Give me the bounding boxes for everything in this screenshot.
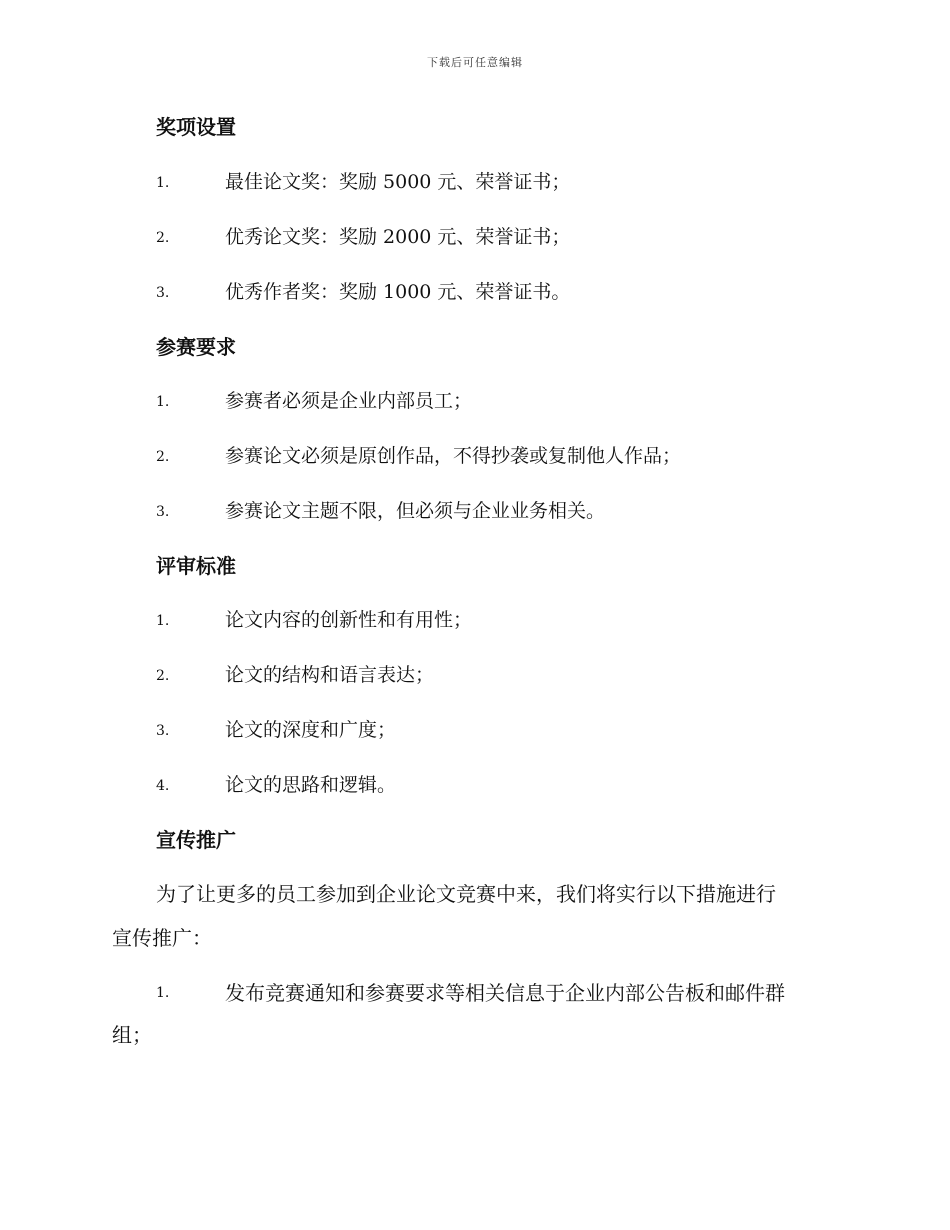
list-text: 参赛者必须是企业内部员工； bbox=[225, 390, 473, 412]
list-text: 参赛论文主题不限，但必须与企业业务相关。 bbox=[225, 500, 606, 522]
list-number: 3. bbox=[156, 504, 170, 520]
list-text: 优秀作者奖：奖励 1000 元、荣誉证书。 bbox=[225, 281, 571, 303]
list-text: 发布竞赛通知和参赛要求等相关信息于企业内部公告板和邮件群 bbox=[225, 981, 785, 1005]
section-title-requirements: 参赛要求 bbox=[156, 335, 236, 359]
list-number: 2. bbox=[156, 230, 170, 246]
list-text: 最佳论文奖：奖励 5000 元、荣誉证书； bbox=[225, 171, 571, 193]
list-number: 4. bbox=[156, 778, 170, 794]
paragraph-line: 为了让更多的员工参加到企业论文竞赛中来，我们将实行以下措施进行 bbox=[156, 882, 776, 906]
list-number: 1. bbox=[156, 175, 170, 191]
list-number: 2. bbox=[156, 668, 170, 684]
list-number: 3. bbox=[156, 285, 170, 301]
list-number: 1. bbox=[156, 613, 170, 629]
section-title-promotion: 宣传推广 bbox=[156, 828, 236, 852]
list-text: 论文内容的创新性和有用性； bbox=[225, 609, 473, 631]
list-text: 参赛论文必须是原创作品，不得抄袭或复制他人作品； bbox=[225, 445, 682, 467]
list-number: 2. bbox=[156, 449, 170, 465]
header-note: 下载后可任意编辑 bbox=[427, 56, 523, 69]
section-title-awards: 奖项设置 bbox=[156, 115, 236, 139]
list-number: 1. bbox=[156, 394, 170, 410]
list-text: 论文的深度和广度； bbox=[225, 719, 397, 741]
list-text: 论文的结构和语言表达； bbox=[225, 664, 435, 686]
list-text: 优秀论文奖：奖励 2000 元、荣誉证书； bbox=[225, 226, 571, 248]
paragraph-line: 宣传推广： bbox=[112, 926, 212, 950]
list-number: 1. bbox=[156, 985, 170, 1001]
list-text: 论文的思路和逻辑。 bbox=[225, 774, 397, 796]
section-title-criteria: 评审标准 bbox=[156, 554, 236, 578]
list-number: 3. bbox=[156, 723, 170, 739]
paragraph-line: 组； bbox=[112, 1023, 152, 1047]
